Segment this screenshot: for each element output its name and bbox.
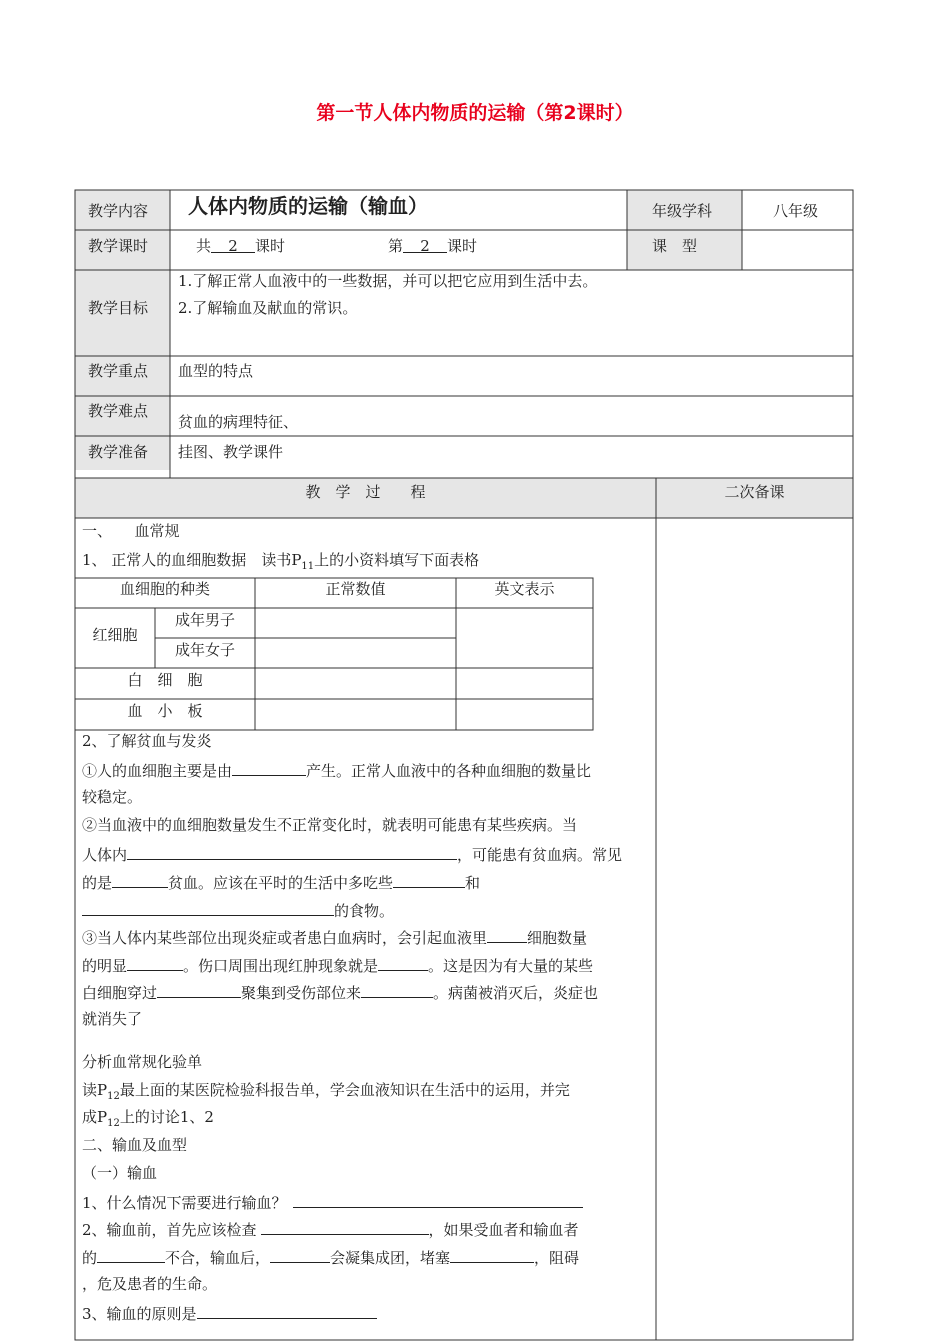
paragraph-2-line-4: 的食物。 — [82, 899, 394, 921]
analysis-line-2: 成$P_{12}$上的讨论1、2 — [82, 1108, 214, 1129]
type-label: 课 型 — [652, 237, 698, 255]
grade-label: 年级学科 — [652, 202, 713, 220]
section-3-sub: （一）输血 — [82, 1164, 158, 1182]
col-type: 血细胞的种类 — [119, 580, 210, 598]
question-1: 1、什么情况下需要进行输血？ — [82, 1191, 583, 1213]
hours-current: 第 2 课时 — [388, 237, 478, 255]
difficulty-value: 贫血的病理特征、 — [178, 413, 299, 431]
section-1-heading: 一、 血常规 — [82, 522, 180, 540]
grade-value: 八年级 — [773, 202, 819, 220]
male-label: 成年男子 — [174, 611, 235, 629]
paragraph-2-line-2: 人体内 ，可能患有贫血病。常见 — [82, 843, 622, 865]
difficulty-label: 教学难点 — [88, 402, 149, 420]
hours-total: 共 2 课时 — [196, 237, 286, 255]
paragraph-3-line-3: 白细胞穿过 聚集到受伤部位来 。病菌被消灭后，炎症也 — [82, 981, 598, 1003]
paragraph-1: ①人的血细胞主要是由 产生。正常人血液中的各种血细胞的数量比 — [82, 759, 591, 781]
question-3: 3、输血的原则是 — [82, 1302, 377, 1324]
key-value: 血型的特点 — [178, 362, 254, 380]
col-normal: 正常数值 — [325, 580, 386, 598]
question-2-line-2: 的 不合，输血后， 会凝集成团，堵塞 ，阻碍 — [82, 1246, 579, 1268]
goal-label: 教学目标 — [88, 299, 149, 317]
question-2: 2、输血前，首先应该检查 ，如果受血者和输血者 — [82, 1218, 579, 1240]
rbc-label: 红细胞 — [92, 626, 138, 644]
gray-cell — [75, 190, 170, 470]
content-value: 人体内物质的运输（输血） — [188, 194, 428, 218]
key-label: 教学重点 — [88, 362, 149, 380]
paragraph-3: ③当人体内某些部位出现炎症或者患白血病时，会引起血液里 细胞数量 — [82, 926, 587, 948]
page-title: 第一节人体内物质的运输（第2课时） — [316, 102, 634, 124]
question-2-line-3: ，危及患者的生命。 — [82, 1275, 218, 1293]
second-prep-label: 二次备课 — [724, 483, 785, 501]
paragraph-1-cont: 较稳定。 — [82, 788, 143, 806]
goal-1: 1.了解正常人血液中的一些数据，并可以把它应用到生活中去。 — [178, 272, 598, 290]
paragraph-2: ②当血液中的血细胞数量发生不正常变化时，就表明可能患有某些疾病。当 — [82, 816, 578, 834]
prep-label: 教学准备 — [88, 443, 149, 461]
paragraph-3-line-2: 的明显 。伤口周围出现红肿现象就是 。这是因为有大量的某些 — [82, 954, 593, 976]
section-1-item-1: 1、 正常人的血细胞数据 读书$P_{11}$上的小资料填写下面表格 — [82, 551, 480, 572]
content-label: 教学内容 — [88, 202, 149, 220]
col-english: 英文表示 — [494, 580, 555, 598]
paragraph-3-line-4: 就消失了 — [82, 1010, 143, 1028]
analysis-heading: 分析血常规化验单 — [82, 1053, 203, 1071]
platelet-label: 血 小 板 — [127, 702, 203, 720]
hours-label: 教学课时 — [88, 237, 149, 255]
section-3-heading: 二、输血及血型 — [82, 1136, 188, 1154]
section-2-heading: 2、了解贫血与发炎 — [82, 732, 212, 750]
goal-2: 2.了解输血及献血的常识。 — [178, 299, 358, 317]
paragraph-2-line-3: 的是 贫血。应该在平时的生活中多吃些 和 — [82, 871, 480, 893]
female-label: 成年女子 — [174, 641, 235, 659]
wbc-label: 白 细 胞 — [127, 671, 203, 689]
analysis-line-1: 读$P_{12}$最上面的某医院检验科报告单，学会血液知识在生活中的运用，并完 — [82, 1081, 570, 1102]
process-label: 教 学 过 程 — [305, 483, 426, 501]
prep-value: 挂图、教学课件 — [178, 443, 284, 461]
